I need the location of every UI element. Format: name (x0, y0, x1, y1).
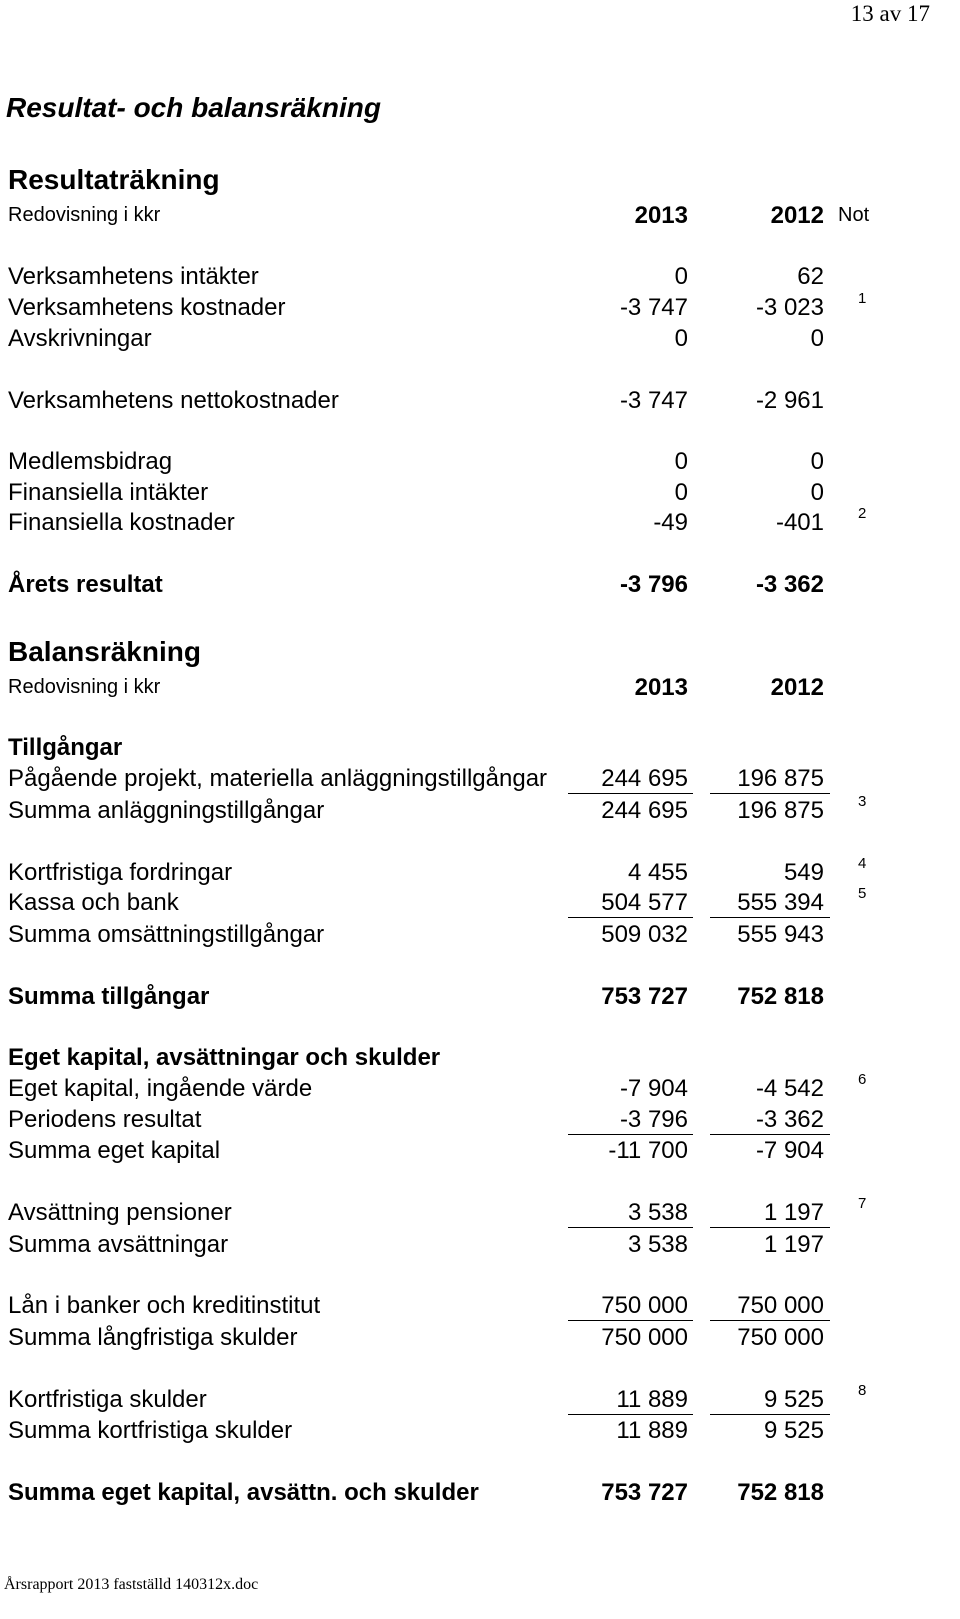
document-footer: Årsrapport 2013 fastställd 140312x.doc (4, 1576, 259, 1593)
row-label: Summa tillgångar (8, 983, 210, 1010)
balance-sheet-column-header (0, 672, 960, 703)
row-label: Verksamhetens intäkter (8, 263, 259, 290)
row-label: Kortfristiga skulder (8, 1386, 207, 1413)
value-2013: 0 (674, 263, 688, 290)
row-label: Verksamhetens nettokostnader (8, 387, 339, 414)
page-number: 13 av 17 (850, 1, 930, 26)
section-label: Eget kapital, avsättningar och skulder (8, 1044, 441, 1071)
value-2012: -3 362 (755, 571, 824, 598)
value-2012: -7 904 (755, 1137, 824, 1164)
value-2012: 196 875 (737, 797, 824, 824)
table-row (0, 1135, 960, 1166)
value-2013: 11 889 (616, 1417, 688, 1444)
note-ref: 7 (858, 1195, 867, 1212)
value-2012: -4 542 (755, 1075, 824, 1102)
table-row (0, 292, 960, 323)
value-2013: 753 727 (601, 983, 688, 1010)
table-row-total (0, 569, 960, 600)
column-2013-header: 2013 (634, 674, 688, 701)
row-label: Summa kortfristiga skulder (8, 1417, 293, 1444)
row-label: Avskrivningar (8, 325, 152, 352)
table-row (0, 763, 960, 794)
row-label: Kassa och bank (8, 889, 179, 916)
table-row (0, 887, 960, 918)
value-2012: -401 (775, 509, 824, 536)
value-2013: 244 695 (568, 763, 693, 794)
note-ref: 5 (858, 885, 867, 902)
column-2012-header: 2012 (770, 202, 824, 229)
value-2013: -3 747 (619, 387, 688, 414)
value-2012: 750 000 (737, 1324, 824, 1351)
row-label: Summa långfristiga skulder (8, 1324, 298, 1351)
table-row-total (0, 981, 960, 1012)
row-label: Summa anläggningstillgångar (8, 797, 325, 824)
table-row (0, 1415, 960, 1446)
value-2012: 9 525 (763, 1417, 824, 1444)
value-2013: 0 (674, 448, 688, 475)
value-2012: 0 (810, 448, 824, 475)
row-label: Eget kapital, ingående värde (8, 1075, 313, 1102)
row-label: Finansiella kostnader (8, 509, 235, 536)
value-2013: -3 747 (619, 294, 688, 321)
value-2012: 196 875 (710, 763, 830, 794)
value-2012: 752 818 (737, 983, 824, 1010)
value-2012: 62 (797, 263, 824, 290)
row-label: Periodens resultat (8, 1106, 202, 1133)
table-row (0, 919, 960, 950)
value-2013: 0 (674, 479, 688, 506)
table-row (0, 477, 960, 508)
table-row (0, 507, 960, 538)
value-2012: 549 (783, 859, 824, 886)
section-heading-equity-liabilities (0, 1042, 960, 1073)
unit-label: Redovisning i kkr (8, 676, 161, 698)
note-ref: 2 (858, 505, 867, 522)
note-ref: 6 (858, 1071, 867, 1088)
table-row (0, 323, 960, 354)
value-2012: 750 000 (710, 1290, 830, 1321)
table-row (0, 795, 960, 826)
row-label: Kortfristiga fordringar (8, 859, 233, 886)
value-2012: -3 362 (710, 1104, 830, 1135)
row-label: Lån i banker och kreditinstitut (8, 1292, 321, 1319)
note-ref: 4 (858, 855, 867, 872)
row-label: Pågående projekt, materiella anläggningstillgångar (8, 765, 548, 792)
row-label: Verksamhetens kostnader (8, 294, 286, 321)
row-label: Årets resultat (8, 571, 163, 598)
column-2013-header: 2013 (634, 202, 688, 229)
note-ref: 1 (858, 290, 867, 307)
table-row (0, 1384, 960, 1415)
value-2013: 3 538 (568, 1197, 693, 1228)
table-row (0, 385, 960, 416)
table-row-total (0, 1477, 960, 1508)
value-2012: -2 961 (755, 387, 824, 414)
section-heading-assets (0, 732, 960, 763)
value-2012: 0 (810, 325, 824, 352)
income-statement-column-header (0, 200, 960, 231)
table-row (0, 857, 960, 888)
table-row (0, 1229, 960, 1260)
value-2013: 3 538 (627, 1231, 688, 1258)
value-2012: 1 197 (763, 1231, 824, 1258)
column-2012-header: 2012 (770, 674, 824, 701)
row-label: Avsättning pensioner (8, 1199, 232, 1226)
value-2013: -3 796 (568, 1104, 693, 1135)
value-2012: 555 943 (737, 921, 824, 948)
row-label: Summa avsättningar (8, 1231, 229, 1258)
table-row (0, 1197, 960, 1228)
section-label: Tillgångar (8, 734, 123, 761)
note-ref: 3 (858, 793, 867, 810)
table-row (0, 1104, 960, 1135)
row-label: Summa eget kapital, avsättn. och skulder (8, 1479, 479, 1506)
row-label: Summa omsättningstillgångar (8, 921, 325, 948)
value-2013: 509 032 (601, 921, 688, 948)
table-row (0, 1073, 960, 1104)
value-2012: 1 197 (710, 1197, 830, 1228)
balance-sheet-heading: Balansräkning (8, 636, 201, 667)
table-row (0, 261, 960, 292)
value-2013: -11 700 (608, 1137, 688, 1164)
value-2012: 752 818 (737, 1479, 824, 1506)
unit-label: Redovisning i kkr (8, 204, 161, 226)
value-2013: 750 000 (568, 1290, 693, 1321)
row-label: Summa eget kapital (8, 1137, 221, 1164)
value-2013: 11 889 (568, 1384, 693, 1415)
table-row (0, 1322, 960, 1353)
value-2013: -3 796 (619, 571, 688, 598)
value-2013: 244 695 (601, 797, 688, 824)
value-2012: -3 023 (755, 294, 824, 321)
row-label: Finansiella intäkter (8, 479, 209, 506)
value-2013: 0 (674, 325, 688, 352)
income-statement-heading: Resultaträkning (8, 164, 220, 195)
value-2013: 750 000 (601, 1324, 688, 1351)
value-2012: 9 525 (710, 1384, 830, 1415)
value-2012: 555 394 (710, 887, 830, 918)
table-row (0, 1290, 960, 1321)
value-2013: -49 (653, 509, 688, 536)
value-2013: 504 577 (568, 887, 693, 918)
value-2013: -7 904 (619, 1075, 688, 1102)
note-column-header: Not (838, 204, 870, 226)
value-2012: 0 (810, 479, 824, 506)
row-label: Medlemsbidrag (8, 448, 173, 475)
page-title: Resultat- och balansräkning (6, 92, 381, 123)
note-ref: 8 (858, 1382, 867, 1399)
value-2013: 4 455 (627, 859, 688, 886)
value-2013: 753 727 (601, 1479, 688, 1506)
table-row (0, 446, 960, 477)
